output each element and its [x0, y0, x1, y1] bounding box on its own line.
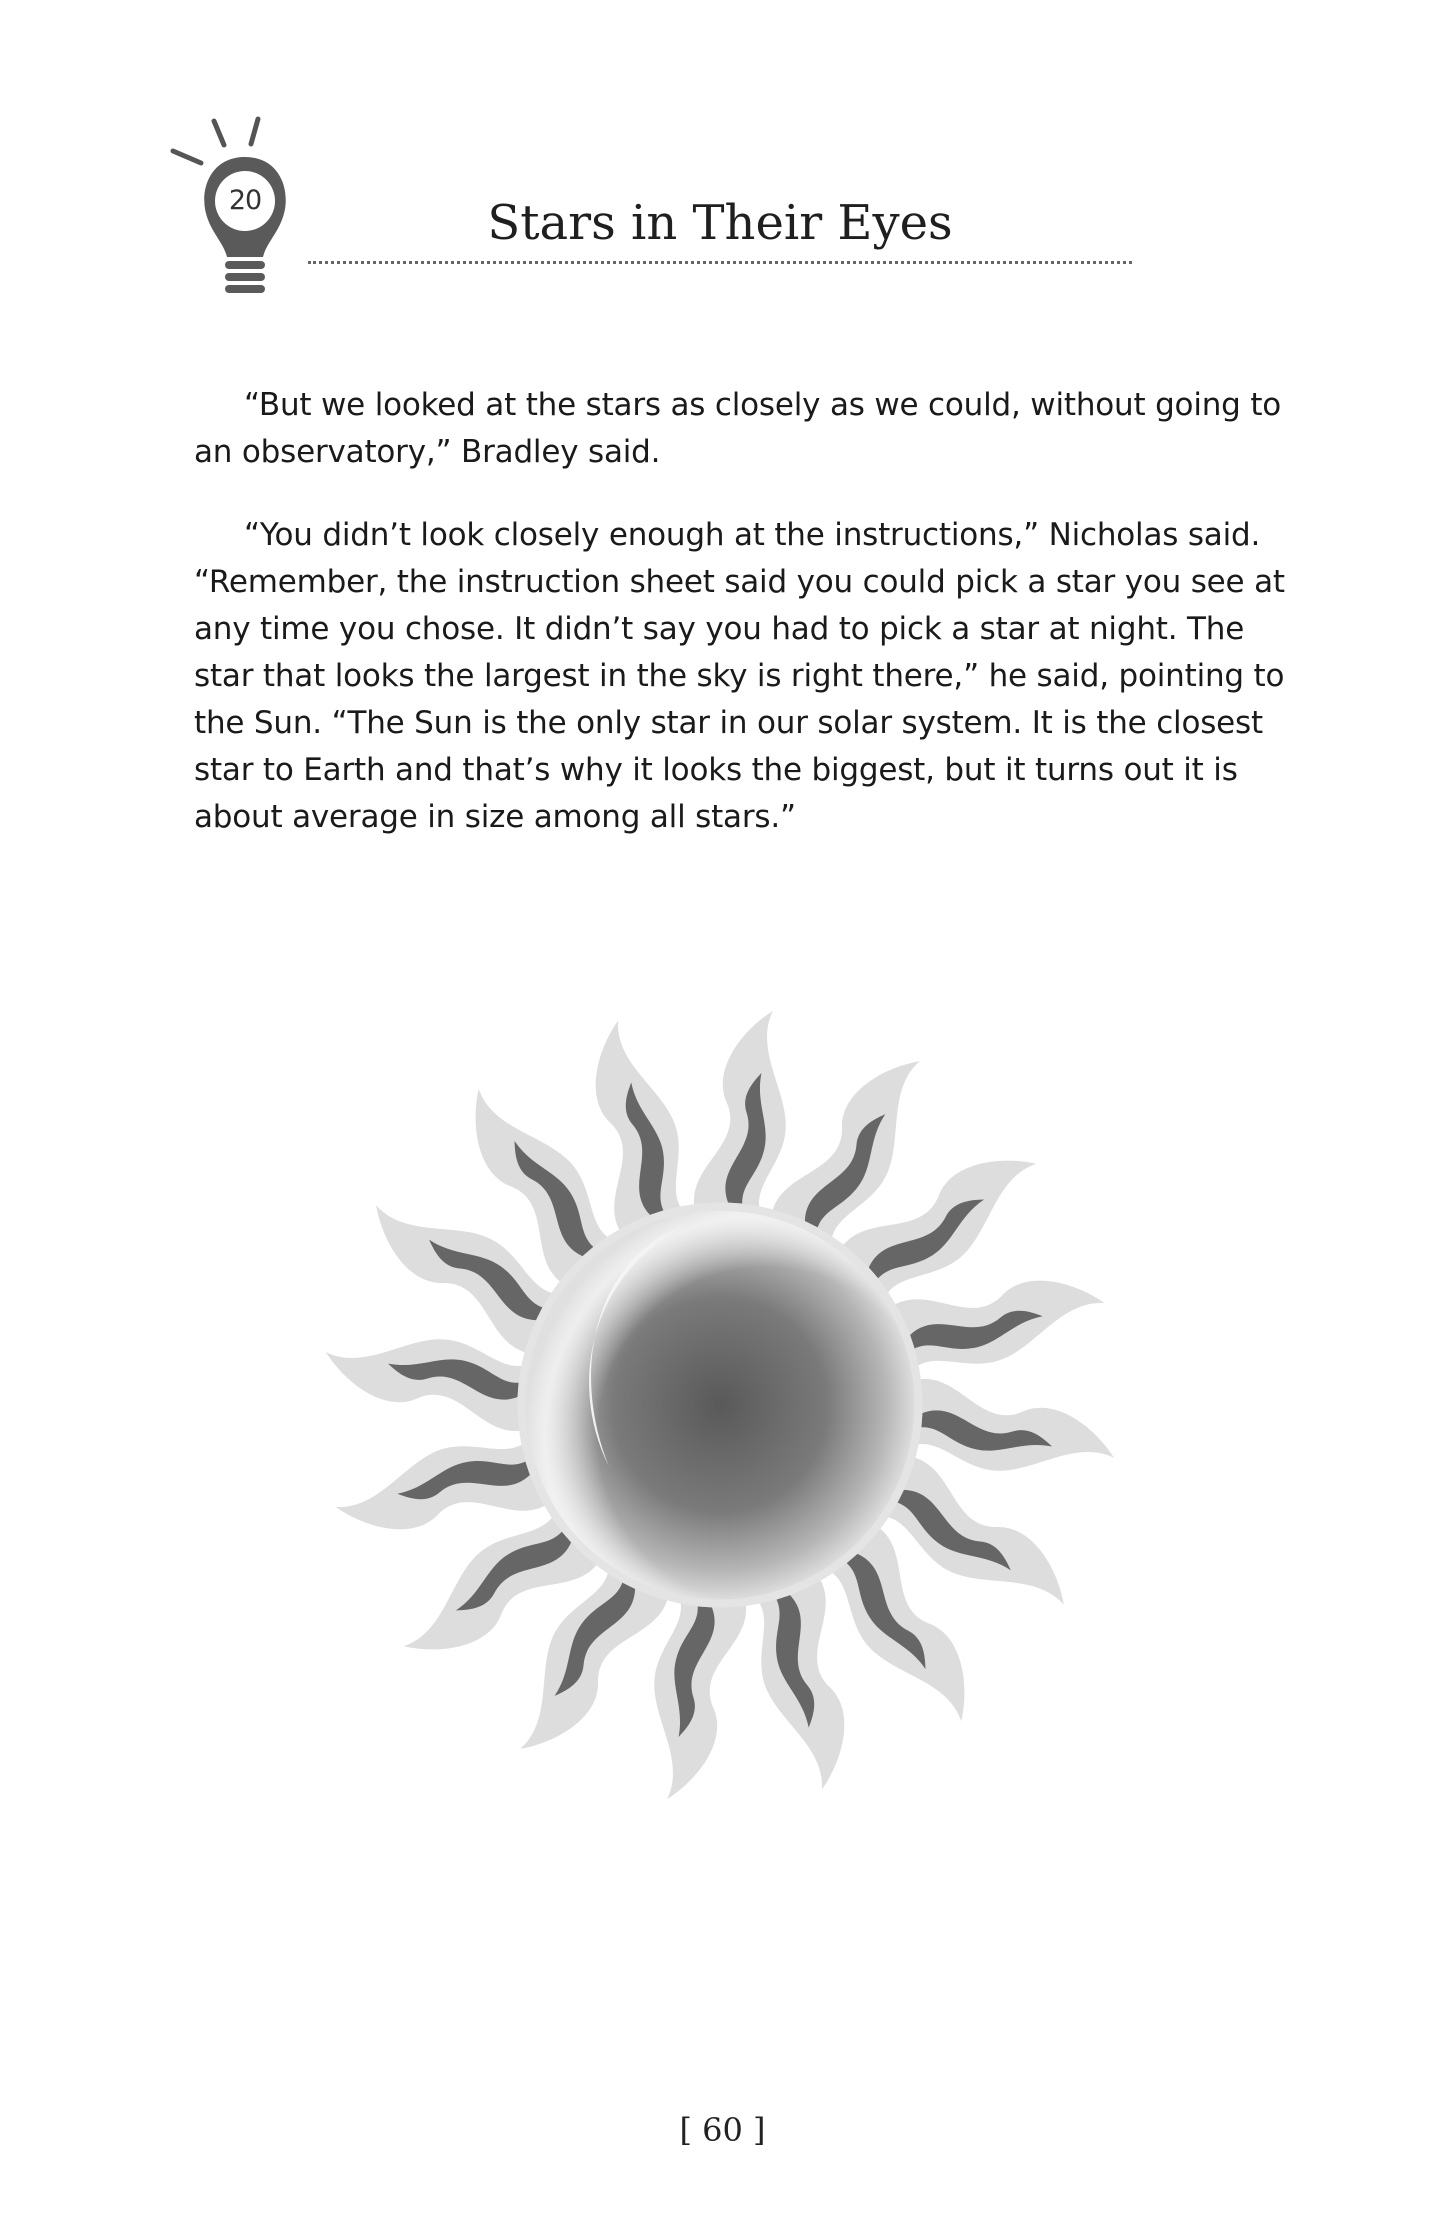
sun-icon	[315, 1000, 1125, 1810]
sun-ray	[321, 1331, 541, 1432]
paragraph: “But we looked at the stars as closely as we could, without going to an observatory,” Bradley said.	[194, 387, 1282, 470]
body-text	[194, 382, 1308, 877]
title-divider	[308, 261, 1132, 264]
paragraph: “You didn’t look closely enough at the instructions,” Nicholas said. “Remember, the instruction sheet said you could pick a star you see at any time you chose. It didn’t say you had to pick a star at night. The star that looks the largest in the sky is right there,” he said, pointing to the Sun. “The Sun is the only star in our solar system. It is the closest star to Earth and that’s why it looks the biggest, but it turns out it is about average in size among all stars.”	[194, 517, 1285, 835]
page-number: [ 60 ]	[679, 2111, 766, 2149]
sun-ray	[692, 1006, 793, 1226]
chapter-title: Stars in Their Eyes	[487, 195, 953, 251]
sun-ray	[646, 1584, 747, 1804]
chapter-number: 20	[228, 185, 262, 216]
sun-ray	[899, 1377, 1119, 1478]
